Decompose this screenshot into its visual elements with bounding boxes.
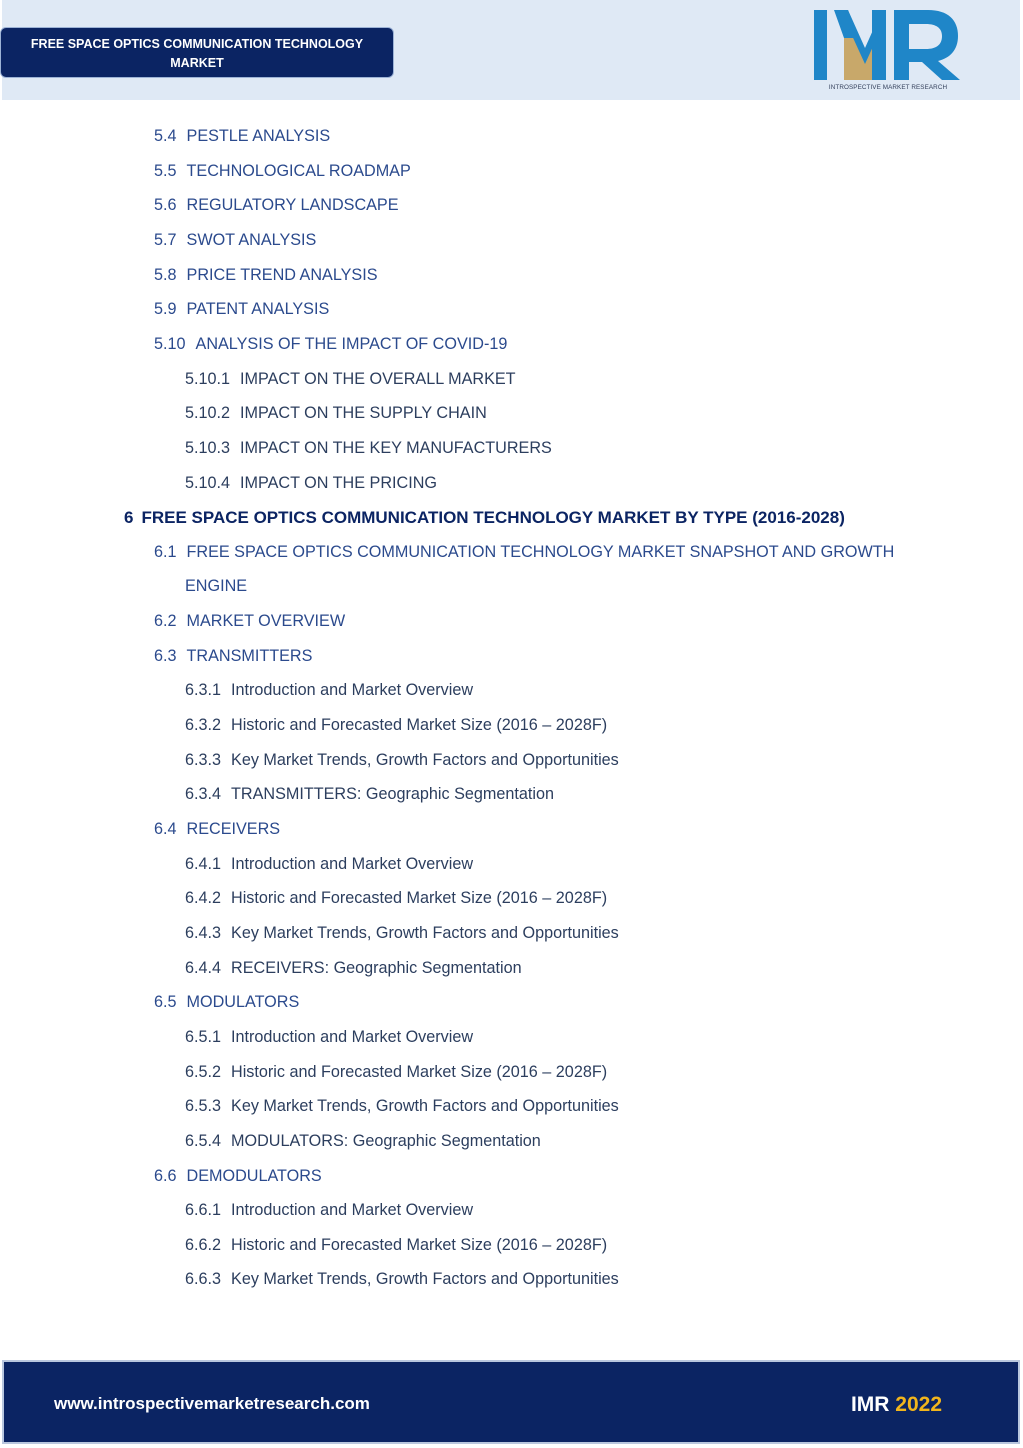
toc-entry-label: IMPACT ON THE PRICING <box>240 473 437 492</box>
toc-entry[interactable] <box>154 230 316 250</box>
toc-entry[interactable] <box>185 1062 607 1082</box>
toc-entry[interactable] <box>185 576 247 596</box>
toc-entry-number: 6.4 <box>154 820 177 838</box>
toc-entry-label: Introduction and Market Overview <box>231 1201 474 1220</box>
toc-entry-number: 6.3 <box>154 646 177 665</box>
toc-entry[interactable] <box>154 992 299 1012</box>
toc-entry[interactable] <box>185 438 552 458</box>
toc-entry[interactable] <box>185 1200 473 1220</box>
toc-entry-number: 5.5 <box>154 161 177 180</box>
toc-entry-label: Introduction and Market Overview <box>231 681 474 700</box>
toc-entry[interactable] <box>185 888 607 908</box>
toc-entry[interactable] <box>154 819 280 839</box>
toc-entry[interactable] <box>185 680 473 700</box>
toc-entry-label: ENGINE <box>185 577 248 596</box>
toc-entry[interactable] <box>154 265 378 285</box>
toc-entry-number: 5.10.1 <box>185 369 231 388</box>
toc-entry[interactable] <box>154 542 894 562</box>
toc-entry-label: PRICE TREND ANALYSIS <box>186 265 378 284</box>
toc-entry-label: DEMODULATORS <box>186 1166 322 1185</box>
toc-entry[interactable] <box>185 1096 619 1116</box>
toc-entry-number: 6.5.4 <box>185 1131 222 1150</box>
toc-entry[interactable] <box>154 126 330 146</box>
toc-entry-number: 5.8 <box>154 265 177 284</box>
toc-entry-label: TRANSMITTERS <box>186 646 313 665</box>
toc-entry-label: SWOT ANALYSIS <box>186 230 317 249</box>
toc-entry-label: FREE SPACE OPTICS COMMUNICATION TECHNOLOGY MARKET SNAPSHOT AND GROWTH <box>186 542 895 561</box>
toc-entry[interactable] <box>154 1166 322 1186</box>
toc-entry-number: 6.6.1 <box>185 1201 222 1220</box>
toc-entry-number: 5.10.2 <box>185 404 231 423</box>
footer-brand-name: IMR <box>850 1393 890 1416</box>
toc-entry-label: IMPACT ON THE SUPPLY CHAIN <box>240 404 487 423</box>
toc-entry[interactable] <box>185 750 619 770</box>
toc-entry[interactable] <box>185 369 516 389</box>
toc-entry[interactable] <box>124 508 845 528</box>
imr-logo-mark <box>812 8 964 84</box>
logo-caption: INTROSPECTIVE MARKET RESEARCH <box>828 84 948 91</box>
toc-entry-number: 5.6 <box>154 196 177 215</box>
toc-entry[interactable] <box>185 1235 607 1255</box>
toc-entry-label: MARKET OVERVIEW <box>186 612 346 631</box>
toc-entry-label: FREE SPACE OPTICS COMMUNICATION TECHNOLOGY MARKET BY TYPE (2016-2028) <box>141 508 845 528</box>
toc-entry[interactable] <box>154 334 507 354</box>
toc-entry[interactable] <box>185 1131 541 1151</box>
toc-entry[interactable] <box>154 195 399 215</box>
toc-entry-number: 6.3.1 <box>185 681 222 700</box>
toc-entry-number: 6.5.3 <box>185 1097 222 1116</box>
toc-entry-label: ANALYSIS OF THE IMPACT OF COVID-19 <box>195 334 508 353</box>
report-title-box <box>0 27 394 78</box>
report-title-line2: MARKET <box>170 56 224 70</box>
toc-entry[interactable] <box>185 715 607 735</box>
toc-entry-number: 6.4.3 <box>185 923 222 942</box>
toc-entry-label: IMPACT ON THE KEY MANUFACTURERS <box>240 438 552 457</box>
footer-brand <box>851 1393 942 1417</box>
toc-entry-label: TECHNOLOGICAL ROADMAP <box>186 161 411 180</box>
toc-entry-number: 6.4.2 <box>185 889 222 908</box>
toc-entry[interactable] <box>185 1027 473 1047</box>
toc-entry-number: 6.6.2 <box>185 1235 222 1254</box>
toc-entry-number: 5.10 <box>154 334 186 353</box>
toc-entry-number: 6.4.4 <box>185 958 222 977</box>
toc-entry-label: Historic and Forecasted Market Size (2016 – 2028F) <box>231 1235 608 1254</box>
footer-year: 2022 <box>895 1393 942 1416</box>
toc-entry-label: MODULATORS: Geographic Segmentation <box>231 1131 541 1150</box>
toc-entry[interactable] <box>185 473 437 493</box>
footer-url-link[interactable]: www.introspectivemarketresearch.com <box>54 1394 370 1413</box>
toc-entry[interactable] <box>185 784 554 804</box>
toc-entry[interactable] <box>154 646 312 666</box>
toc-entry-label: IMPACT ON THE OVERALL MARKET <box>240 369 516 388</box>
toc-entry[interactable] <box>185 923 619 943</box>
toc-entry[interactable] <box>185 1269 619 1289</box>
toc-entry-label: Historic and Forecasted Market Size (2016 – 2028F) <box>231 1062 608 1081</box>
toc-entry-number: 6.3.3 <box>185 750 222 769</box>
toc-entry-label: TRANSMITTERS: Geographic Segmentation <box>231 785 554 804</box>
toc-entry[interactable] <box>185 854 473 874</box>
toc-entry-number: 6.5.1 <box>185 1027 222 1046</box>
toc-entry-number: 6.2 <box>154 612 177 631</box>
toc-entry-label: RECEIVERS: Geographic Segmentation <box>231 958 522 977</box>
toc-entry-label: PATENT ANALYSIS <box>186 300 330 319</box>
toc-entry-number: 6.6.3 <box>185 1270 222 1289</box>
toc-entry[interactable] <box>185 958 522 978</box>
toc-entry-number: 5.9 <box>154 300 177 319</box>
toc-entry-number: 6.3.4 <box>185 785 222 804</box>
toc-entry-number: 6.5 <box>154 993 177 1012</box>
footer <box>2 1360 1020 1444</box>
toc-entry-label: Key Market Trends, Growth Factors and Opportunities <box>231 750 619 769</box>
toc-entry-number: 6.4.1 <box>185 854 222 873</box>
toc-entry-label: Key Market Trends, Growth Factors and Opportunities <box>231 1270 619 1289</box>
toc-entry-number: 5.7 <box>154 230 177 249</box>
imr-logo <box>812 8 964 96</box>
toc-entry-number: 6.5.2 <box>185 1062 222 1081</box>
toc-entry-label: RECEIVERS <box>186 820 281 838</box>
toc-entry-label: Historic and Forecasted Market Size (2016 – 2028F) <box>231 716 608 735</box>
report-title-line1: FREE SPACE OPTICS COMMUNICATION TECHNOLOGY <box>30 37 364 51</box>
toc-entry-label: REGULATORY LANDSCAPE <box>186 196 399 215</box>
toc-entry-label: Historic and Forecasted Market Size (2016 – 2028F) <box>231 889 608 908</box>
toc-entry-number: 5.10.4 <box>185 473 231 492</box>
toc-entry-number: 6 <box>124 508 134 528</box>
toc-entry-number: 6.3.2 <box>185 716 222 735</box>
toc-entry[interactable] <box>154 611 345 631</box>
toc-entry-label: Introduction and Market Overview <box>231 854 474 873</box>
toc-entry-label: Key Market Trends, Growth Factors and Opportunities <box>231 1097 619 1116</box>
toc-entry-number: 6.6 <box>154 1166 177 1185</box>
toc-entry-label: MODULATORS <box>186 993 300 1012</box>
toc-entry-label: Key Market Trends, Growth Factors and Opportunities <box>231 923 619 942</box>
toc-entry[interactable] <box>154 161 411 181</box>
toc-entry-number: 6.1 <box>154 542 177 561</box>
toc-entry-label: Introduction and Market Overview <box>231 1027 474 1046</box>
toc-entry[interactable] <box>185 403 487 423</box>
toc-entry[interactable] <box>154 299 329 319</box>
toc-entry-label: PESTLE ANALYSIS <box>186 127 331 145</box>
toc-entry-number: 5.10.3 <box>185 438 231 457</box>
toc-entry-number: 5.4 <box>154 127 177 145</box>
